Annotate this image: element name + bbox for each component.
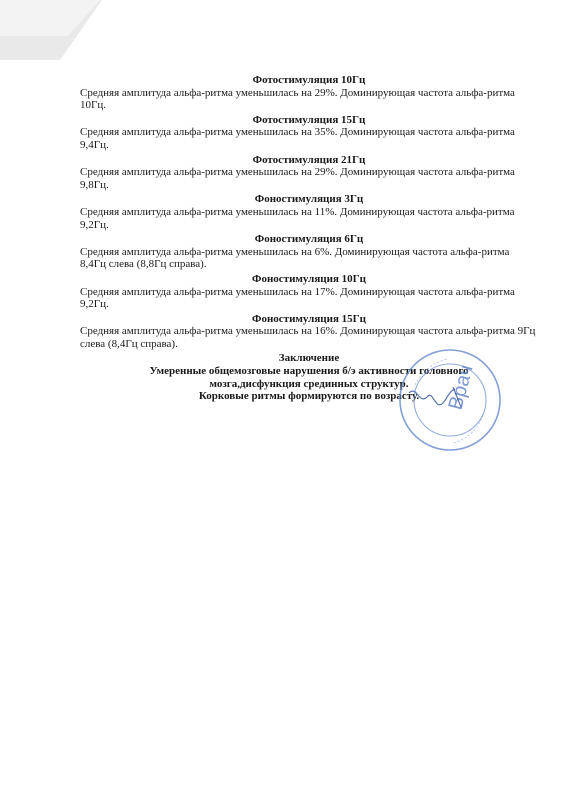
conclusion-title: Заключение	[278, 352, 340, 365]
stamp-text: Врач	[444, 362, 478, 413]
conclusion-line: Корковые ритмы формируются по возрасту.	[198, 390, 420, 403]
section-text: Средняя амплитуда альфа-ритма уменьшилась на 6%. Доминирующая частота альфа-ритма 8,4Гц слева (8,8Гц справа).	[80, 245, 510, 271]
section-photo-10	[80, 74, 538, 112]
section-heading: Фотостимуляция 21Гц	[252, 153, 366, 166]
section-heading: Фоностимуляция 3Гц	[254, 193, 364, 206]
section-phono-6	[80, 233, 538, 271]
section-photo-15	[80, 114, 538, 152]
section-photo-21	[80, 154, 538, 192]
section-phono-10	[80, 273, 538, 311]
section-text: Средняя амплитуда альфа-ритма уменьшилась на 16%. Доминирующая частота альфа-ритма 9Гц слева (8,4Гц справа).	[80, 325, 536, 350]
section-text: Средняя амплитуда альфа-ритма уменьшилась на 11%. Доминирующая частота альфа-ритма 9,2Гц.	[80, 205, 515, 231]
section-heading: Фоностимуляция 6Гц	[254, 233, 364, 246]
section-heading: Фотостимуляция 10Гц	[252, 74, 366, 86]
section-text: Средняя амплитуда альфа-ритма уменьшилась на 17%. Доминирующая частота альфа-ритма 9,2Гц.	[80, 285, 515, 311]
conclusion-line: Умеренные общемозговые нарушения б/э активности головного	[149, 365, 469, 378]
section-heading: Фоностимуляция 15Гц	[252, 312, 366, 325]
section-heading: Фотостимуляция 15Гц	[252, 113, 366, 126]
section-text: Средняя амплитуда альфа-ритма уменьшилась на 29%. Доминирующая частота альфа-ритма 9,8Гц.	[80, 166, 515, 191]
conclusion-line: мозга,дисфункция срединных структур.	[209, 377, 409, 390]
section-text: Средняя амплитуда альфа-ритма уменьшилась на 29%. Доминирующая частота альфа-ритма 10Гц.	[80, 86, 515, 112]
doctor-stamp	[395, 345, 505, 455]
section-heading: Фоностимуляция 10Гц	[252, 272, 366, 285]
section-text: Средняя амплитуда альфа-ритма уменьшилась на 35%. Доминирующая частота альфа-ритма 9,4Гц.	[80, 126, 515, 151]
section-phono-3	[80, 193, 538, 231]
